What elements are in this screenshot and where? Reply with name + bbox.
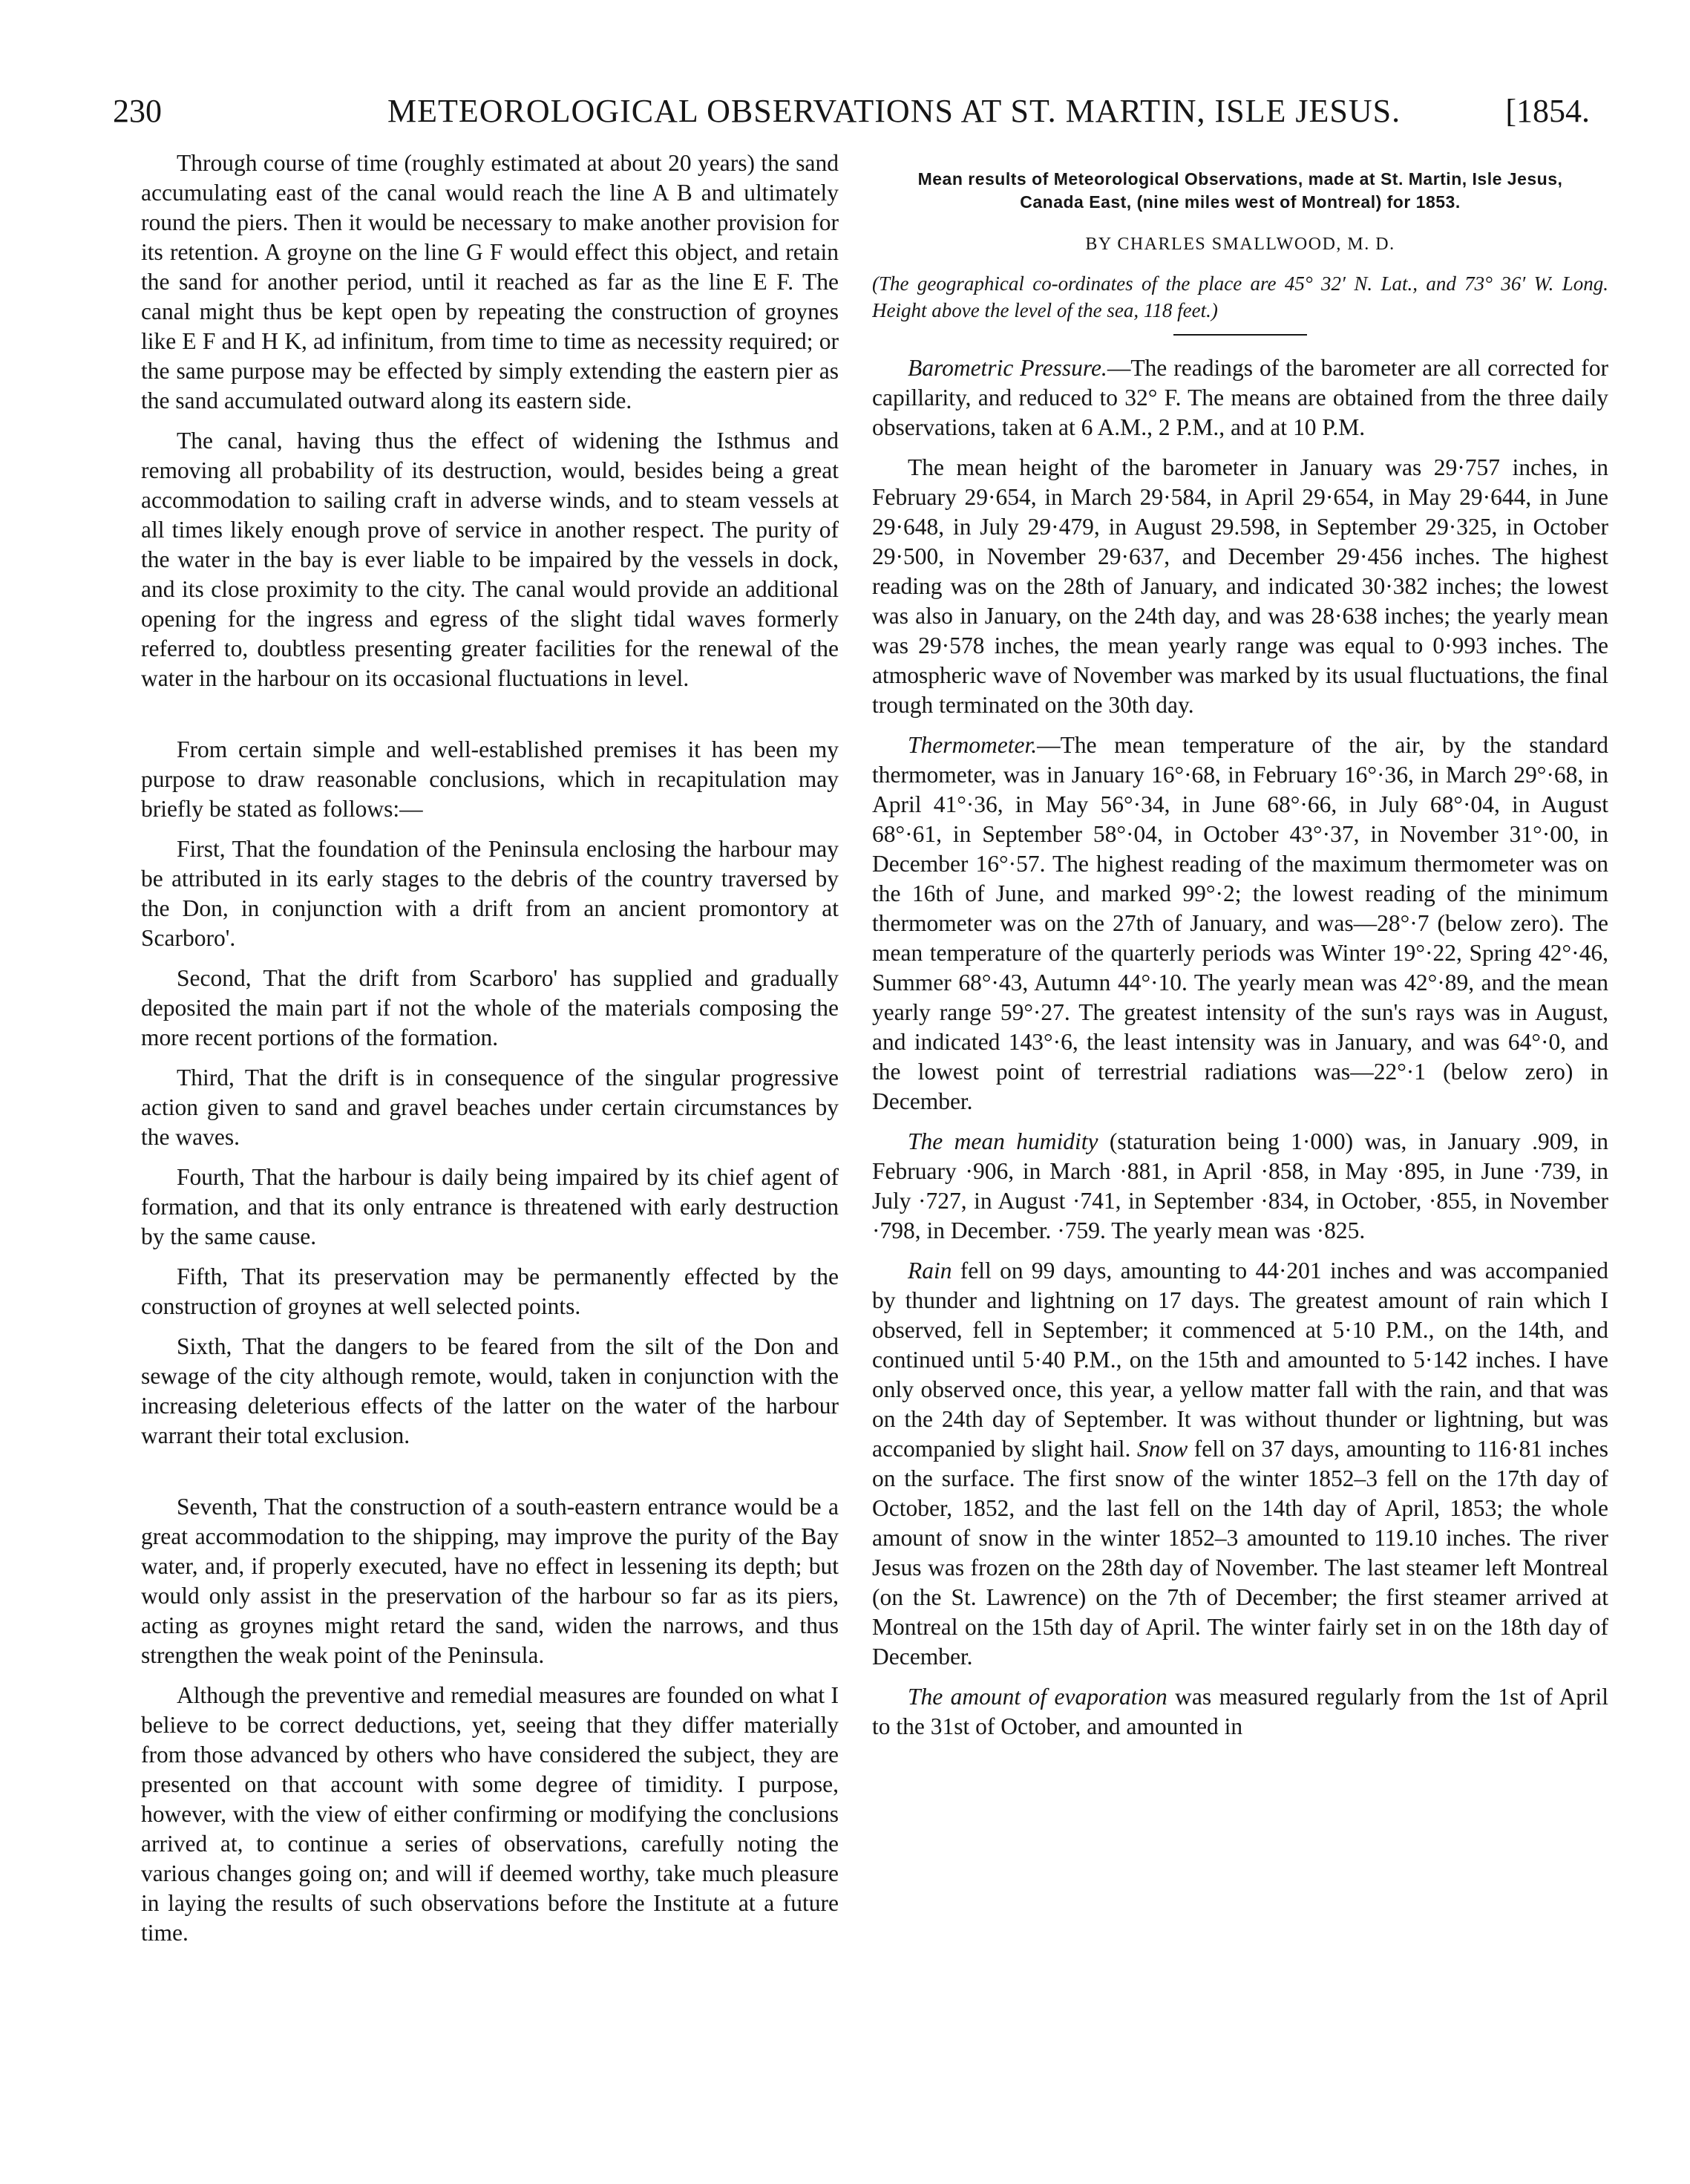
running-title: METEOROLOGICAL OBSERVATIONS AT ST. MARTIN, ISLE JESUS.: [387, 93, 1401, 129]
conclusion-fifth: Fifth, That its preservation may be permanently effected by the construction of groynes at well selected points.: [141, 1263, 839, 1319]
conclusion-seventh: Seventh, That the construction of a south-eastern entrance would be a great accommodation to the shipping, may improve the purity of the Bay water, and, if properly executed, have no effect in lessening its depth; but would only assist in the preservation of the harbour so far as its piers, acting as groynes might retard the sand, widen the narrows, and thus strengthen the weak point of the Peninsula.: [141, 1494, 839, 1668]
running-year: [1854.: [1505, 93, 1590, 129]
article-title: Mean results of Meteorological Observations, made at St. Martin, Isle Jesus, Canada East, (nine miles west of Montreal) for 1853.: [917, 169, 1563, 212]
snow-text: fell on 37 days, amounting to 116·81 inches on the surface. The first snow of the winter 1852–3 fell on the 17th day of October, 1852, and the last fell on the 14th day of April, 1853; the whole amount of snow in the winter 1852–3 amounted to 119.10 inches. The river Jesus was frozen on the 28th day of November. The last steamer left Montreal (on the St. Lawrence) on the 7th of December; the first steamer arrived at Montreal on the 15th day of April. The winter fairly set in on the 18th day of December.: [872, 1436, 1608, 1670]
page-number: 230: [113, 93, 162, 129]
right-column: [872, 148, 1608, 2145]
thermometer-text: —The mean temperature of the air, by the standard thermometer, was in January 16°·68, in February 16°·36, in March 29°·68, in April 41°·36, in May 56°·34, in June 68°·66, in July 68°·04, in August 68°·61, in September 58°·04, in October 43°·37, in November 31°·00, in December 16°·57. The highest reading of the maximum thermometer was on the 16th of June, and marked 99°·2; the lowest reading of the minimum thermometer was on the 27th of January, and was—28°·7 (below zero). The mean temperature of the quarterly periods was Winter 19°·22, Spring 42°·46, Summer 68°·43, Autumn 44°·10. The yearly mean was 42°·89, and the mean yearly range 59°·27. The greatest intensity of the sun's rays was in August, and indicated 143°·6, the least intensity was in January, and was 64°·0, and the lowest point of terrestrial radiations was—22°·1 (below zero) in December.: [872, 732, 1608, 1114]
humidity-heading: The mean humidity: [908, 1128, 1098, 1154]
section-gap: [141, 1461, 839, 1492]
evaporation-heading: The amount of evaporation: [908, 1684, 1167, 1710]
paragraph-premises: From certain simple and well-established premises it has been my purpose to draw reasonable conclusions, which in recapitulation may briefly be stated as follows:—: [141, 736, 839, 822]
geographic-coordinates: (The geographical co-ordinates of the place are 45° 32′ N. Lat., and 73° 36′ W. Long. Height above the level of the sea, 118 feet.): [872, 272, 1608, 321]
running-header: [113, 89, 1590, 134]
paragraph-humidity: [872, 1127, 1608, 1246]
article-byline: BY CHARLES SMALLWOOD, M. D.: [1085, 235, 1395, 254]
barometric-text: —The readings of the barometer are all corrected for capillarity, and reduced to 32° F. The means are obtained from the three daily observations, taken at 6 A.M., 2 P.M., and at 10 P.M.: [872, 355, 1608, 440]
evaporation-text: was measured regularly from the 1st of April to the 31st of October, and amounted in: [872, 1684, 1608, 1739]
conclusion-fourth: Fourth, That the harbour is daily being impaired by its chief agent of formation, and that its only entrance is threatened with early destruction by the same cause.: [141, 1164, 839, 1249]
conclusion-first: First, That the foundation of the Peninsula enclosing the harbour may be attributed in its early stages to the debris of the country traversed by the Don, in conjunction with a drift from an ancient promontory at Scarboro'.: [141, 836, 839, 951]
paragraph-thermometer: [872, 730, 1608, 1116]
snow-heading: Snow: [1136, 1436, 1188, 1462]
conclusion-sixth: Sixth, That the dangers to be feared from the silt of the Don and sewage of the city although remote, would, taken in conjunction with the increasing deleterious effects of the latter on the water of the harbour warrant their total exclusion.: [141, 1333, 839, 1448]
divider-rule: [1173, 334, 1307, 336]
conclusion-third: Third, That the drift is in consequence of the singular progressive action given to sand and gravel beaches under certain circumstances by the waves.: [141, 1065, 839, 1150]
paragraph-barometric-pressure: [872, 353, 1608, 442]
paragraph-canal: The canal, having thus the effect of widening the Isthmus and removing all probability of its destruction, would, besides being a great accommodation to sailing craft in adverse winds, and to steam vessels at all times likely enough prove of service in another respect. The purity of the water in the bay is ever liable to be impaired by the vessels in dock, and its close proximity to the city. The canal would provide an additional opening for the ingress and egress of the slight tidal waves formerly referred to, doubtless presenting greater facilities for the renewal of the water in the harbour on its occasional fluctuations in level.: [141, 428, 839, 691]
section-gap: [141, 704, 839, 735]
left-column: [141, 148, 839, 2145]
paragraph-closing: Although the preventive and remedial measures are founded on what I believe to be correct deductions, yet, seeing that they differ materially from those advanced by others who have considered the subject, they are presented on that account with some degree of timidity. I purpose, however, with the view of either confirming or modifying the conclusions arrived at, to continue a series of observations, carefully noting the various changes going on; and will if deemed worthy, take much pleasure in laying the results of such observations before the Institute at a future time.: [141, 1682, 839, 1946]
paragraph-barometer-heights: The mean height of the barometer in January was 29·757 inches, in February 29·654, in March 29·584, in April 29·654, in May 29·644, in June 29·648, in July 29·479, in August 29.598, in September 29·325, in October 29·500, in November 29·637, and December 29·456 inches. The highest reading was on the 28th of January, and indicated 30·382 inches; the lowest was also in January, on the 24th day, and was 28·638 inches; the yearly mean was 29·578 inches, the mean yearly range was equal to 0·993 inches. The atmospheric wave of November was marked by its usual fluctuations, the final trough terminated on the 30th day.: [872, 454, 1608, 718]
thermometer-heading: Thermometer.: [908, 732, 1038, 758]
paragraph-groynes: Through course of time (roughly estimated at about 20 years) the sand accumulating east of the canal would reach the line A B and ultimately round the piers. Then it would be necessary to make another provision for its retention. A groyne on the line G F would effect this object, and retain the sand for another period, until it reached as far as the line E F. The canal might thus be kept open by repeating the construction of groynes like E F and H K, ad infinitum, from time to time as necessity required; or the same purpose may be effected by simply extending the eastern pier as the sand accumulated outward along its eastern side.: [141, 150, 839, 413]
conclusion-second: Second, That the drift from Scarboro' has supplied and gradually deposited the main part if not the whole of the materials composing the more recent portions of the formation.: [141, 965, 839, 1050]
paragraph-evaporation: [872, 1682, 1608, 1742]
paragraph-rain-snow: [872, 1256, 1608, 1672]
rain-heading: Rain: [908, 1258, 952, 1284]
humidity-text: (staturation being 1·000) was, in January .909, in February ·906, in March ·881, in April ·858, in May ·895, in June ·739, in July ·727, in August ·741, in September ·834, in October, ·855, in November ·798, in December. ·759. The yearly mean was ·825.: [872, 1128, 1608, 1243]
rain-text: fell on 99 days, amounting to 44·201 inches and was accompanied by thunder and lightning on 17 days. The greatest amount of rain which I observed, fell in September; it commenced at 5·10 P.M., on the 14th, and continued until 5·40 P.M., on the 15th and amounted to 5·142 inches. I have only observed once, this year, a yellow matter fall with the rain, and that was on the 24th day of September. It was without thunder or lightning, but was accompanied by slight hail.: [872, 1258, 1608, 1462]
barometric-heading: Barometric Pressure.: [908, 355, 1107, 381]
